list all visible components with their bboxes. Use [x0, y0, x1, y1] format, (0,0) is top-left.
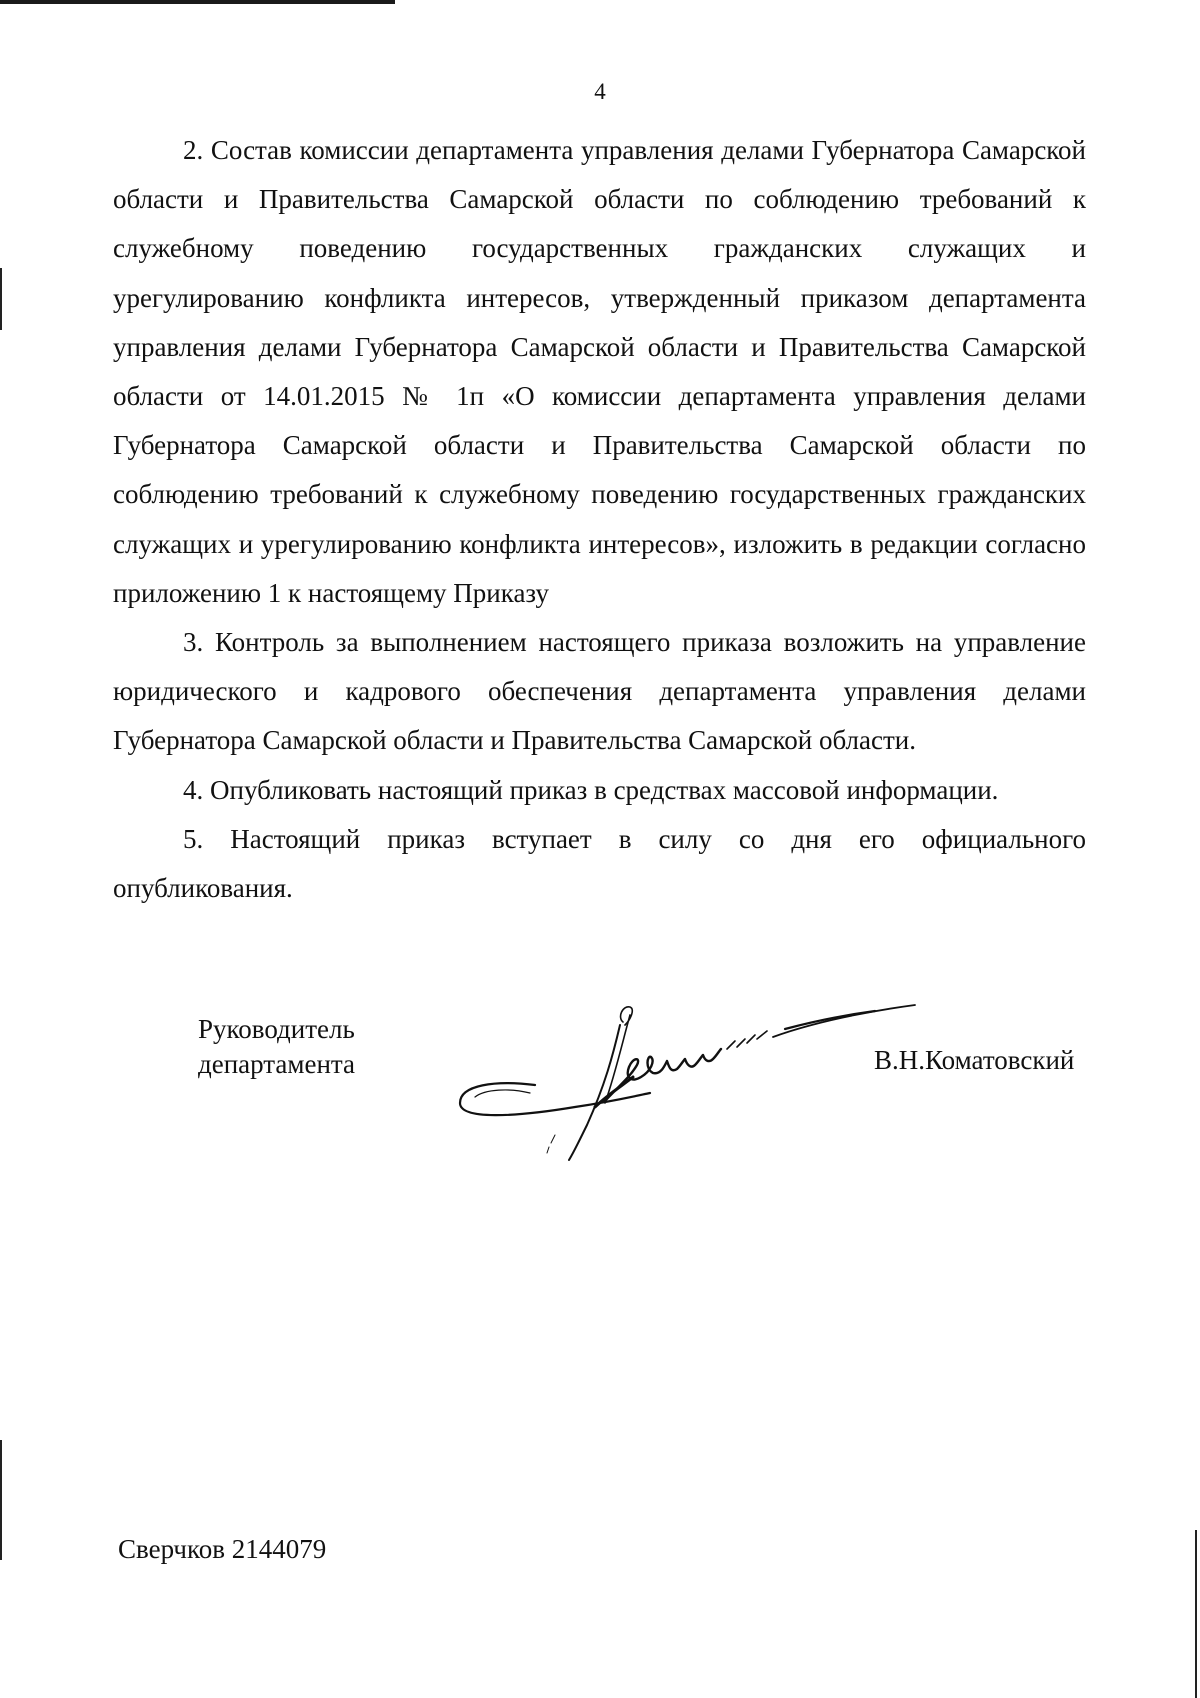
scan-artifact-right-edge: [1195, 1530, 1197, 1698]
signatory-name: В.Н.Коматовский: [874, 1045, 1075, 1075]
position-line-2: департамента: [198, 1049, 356, 1079]
signatory-position: [198, 1012, 355, 1082]
scan-artifact-left-edge: [0, 268, 2, 330]
document-body: [113, 126, 1086, 913]
page-number: 4: [594, 79, 606, 104]
scan-artifact-top-line: [0, 0, 395, 4]
paragraph-3: 3. Контроль за выполнением настоящего приказа возложить на управление юридического и кадрового обеспечения департамента управления делами Губернатора Самарской области и Правительства Самарской области.: [113, 627, 1086, 756]
paragraph-5: 5. Настоящий приказ вступает в силу со дня его официального опубликования.: [113, 823, 1086, 904]
paragraph-2: 2. Состав комиссии департамента управления делами Губернатора Самарской области и Правительства Самарской области по соблюдению требований к служебному поведению государственных гражданских служащих и урегулированию конфликта интересов, утвержденный приказом департамента управления делами Губернатора Самарской области и Правительства Самарской области от 14.01.2015 № 1п «О комиссии департамента управления делами Губернатора Самарской области и Правительства Самарской области по соблюдению требований к служебному поведению государственных гражданских служащих и урегулированию конфликта интересов», изложить в редакции согласно приложению 1 к настоящему Приказу: [113, 135, 1086, 608]
executor-info: Сверчков 2144079: [118, 1534, 327, 1564]
scan-artifact-left-edge-lower: [0, 1440, 2, 1560]
paragraph-4: 4. Опубликовать настоящий приказ в средствах массовой информации.: [183, 774, 999, 805]
position-line-1: Руководитель: [198, 1014, 355, 1044]
